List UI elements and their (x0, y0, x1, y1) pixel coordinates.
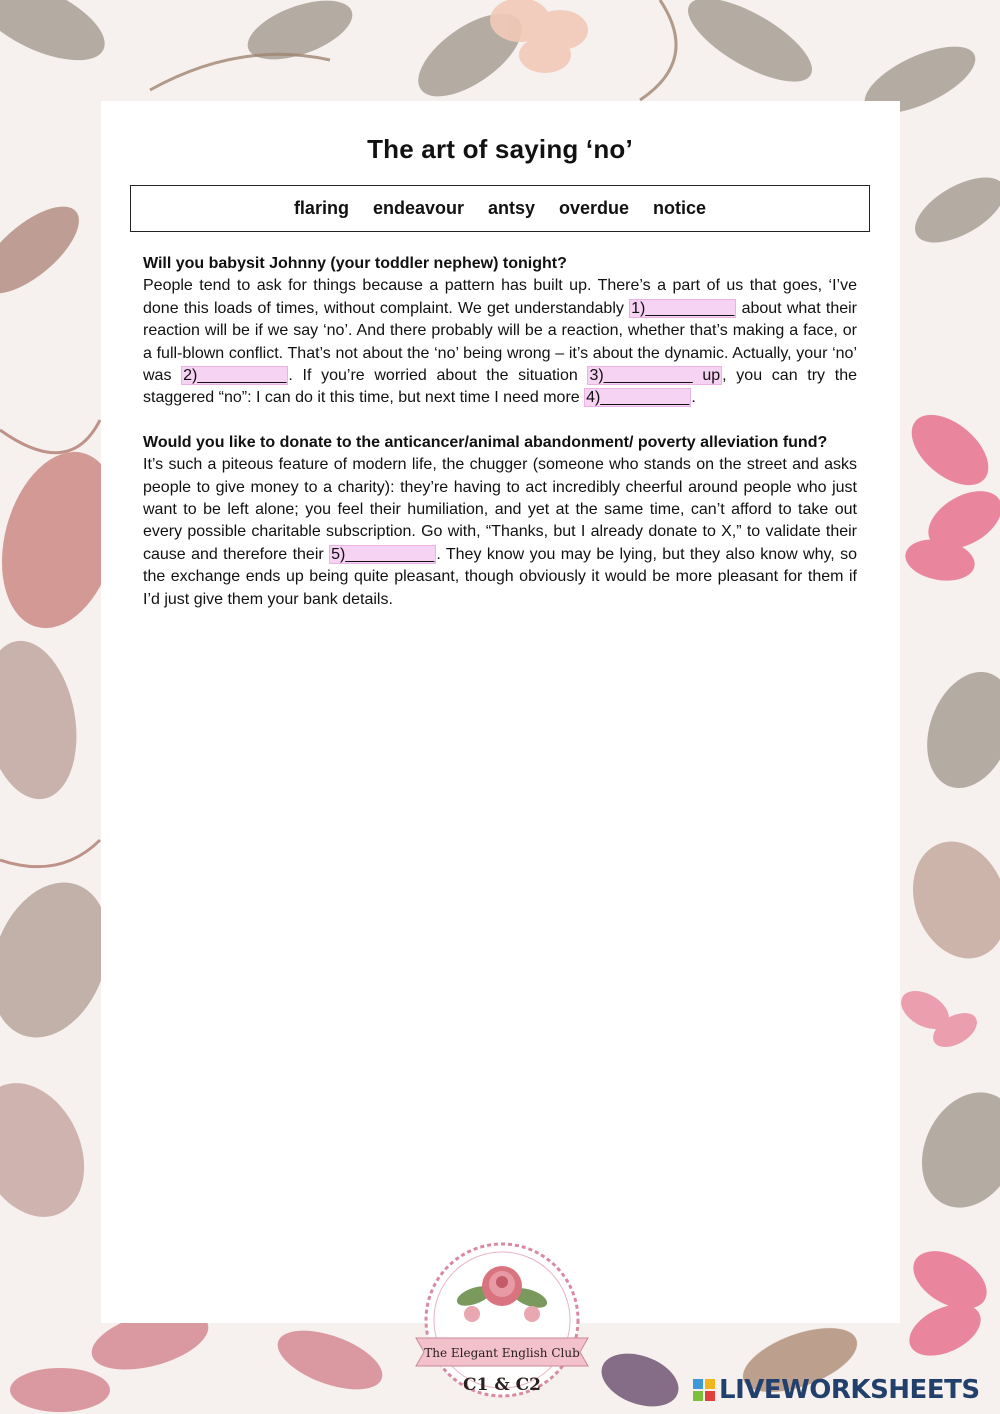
watermark-text: LIVEWORKSHEETS (719, 1375, 980, 1405)
section-spacer (143, 410, 857, 432)
liveworksheets-logo-icon (692, 1378, 716, 1402)
page-title: The art of saying ‘no’ (367, 134, 633, 164)
blank-5-input[interactable]: 5)__________ (331, 545, 435, 563)
word-bank-item: notice (653, 198, 707, 218)
text-run: , you can try the staggered “no”: I can do it this time, but next time I need more (143, 367, 857, 407)
blank-3-input[interactable]: 3)__________ up (589, 367, 721, 385)
section-paragraph-1 (143, 275, 857, 409)
reading-text (143, 253, 857, 611)
blank-4-input[interactable]: 4)__________ (586, 389, 690, 407)
section-heading-1: Will you babysit Johnny (your toddler nephew) tonight? (143, 255, 567, 272)
word-bank-item: antsy (487, 198, 536, 218)
word-bank-item: flaring (293, 198, 349, 218)
club-logo (412, 1238, 592, 1414)
logo-level: C1 & C2 (463, 1375, 541, 1395)
word-bank-item: endeavour (372, 198, 464, 218)
section-paragraph-2 (143, 454, 857, 611)
blank-1-input[interactable]: 1)__________ (631, 299, 735, 317)
text-run: . If you’re worried about the situation (288, 367, 588, 385)
word-bank-item: overdue (559, 198, 630, 218)
text-run: . (691, 389, 696, 407)
text-run: . They know you may be lying, but they also know why, so the exchange ends up being quite pleasant, though obviously it would be more pleasant for them if I’d just give them your bank details. (143, 545, 858, 608)
liveworksheets-watermark (692, 1374, 980, 1406)
text-run: about what their reaction will be if we say ‘no’. And there probably will be a reaction, whether that’s making a face, or a full-blown conflict. That’s not about the ‘no’ being wrong – it’s about the dynamic. Actually, your ‘no’ was (143, 299, 857, 385)
text-run: People tend to ask for things because a pattern has built up. There’s a part of us that goes, ‘I’ve done this loads of times, without complaint. We get understandably (143, 277, 857, 317)
section-heading-2: Would you like to donate to the anticancer/animal abandonment/ poverty alleviation fund? (143, 433, 828, 451)
word-bank (130, 185, 870, 232)
blank-2-input[interactable]: 2)__________ (183, 367, 287, 385)
logo-club-name: The Elegant English Club (424, 1346, 580, 1360)
text-run: It’s such a piteous feature of modern life, the chugger (someone who stands on the street and asks people to give money to a charity): they’re having to act incredibly cheerful around people who just want to be left alone; you feel their humiliation, and yet at the same time, can’t afford to take out every possible charitable subscription. Go with, “Thanks, but I already donate to X,” to validate their cause and therefore their (143, 456, 857, 563)
